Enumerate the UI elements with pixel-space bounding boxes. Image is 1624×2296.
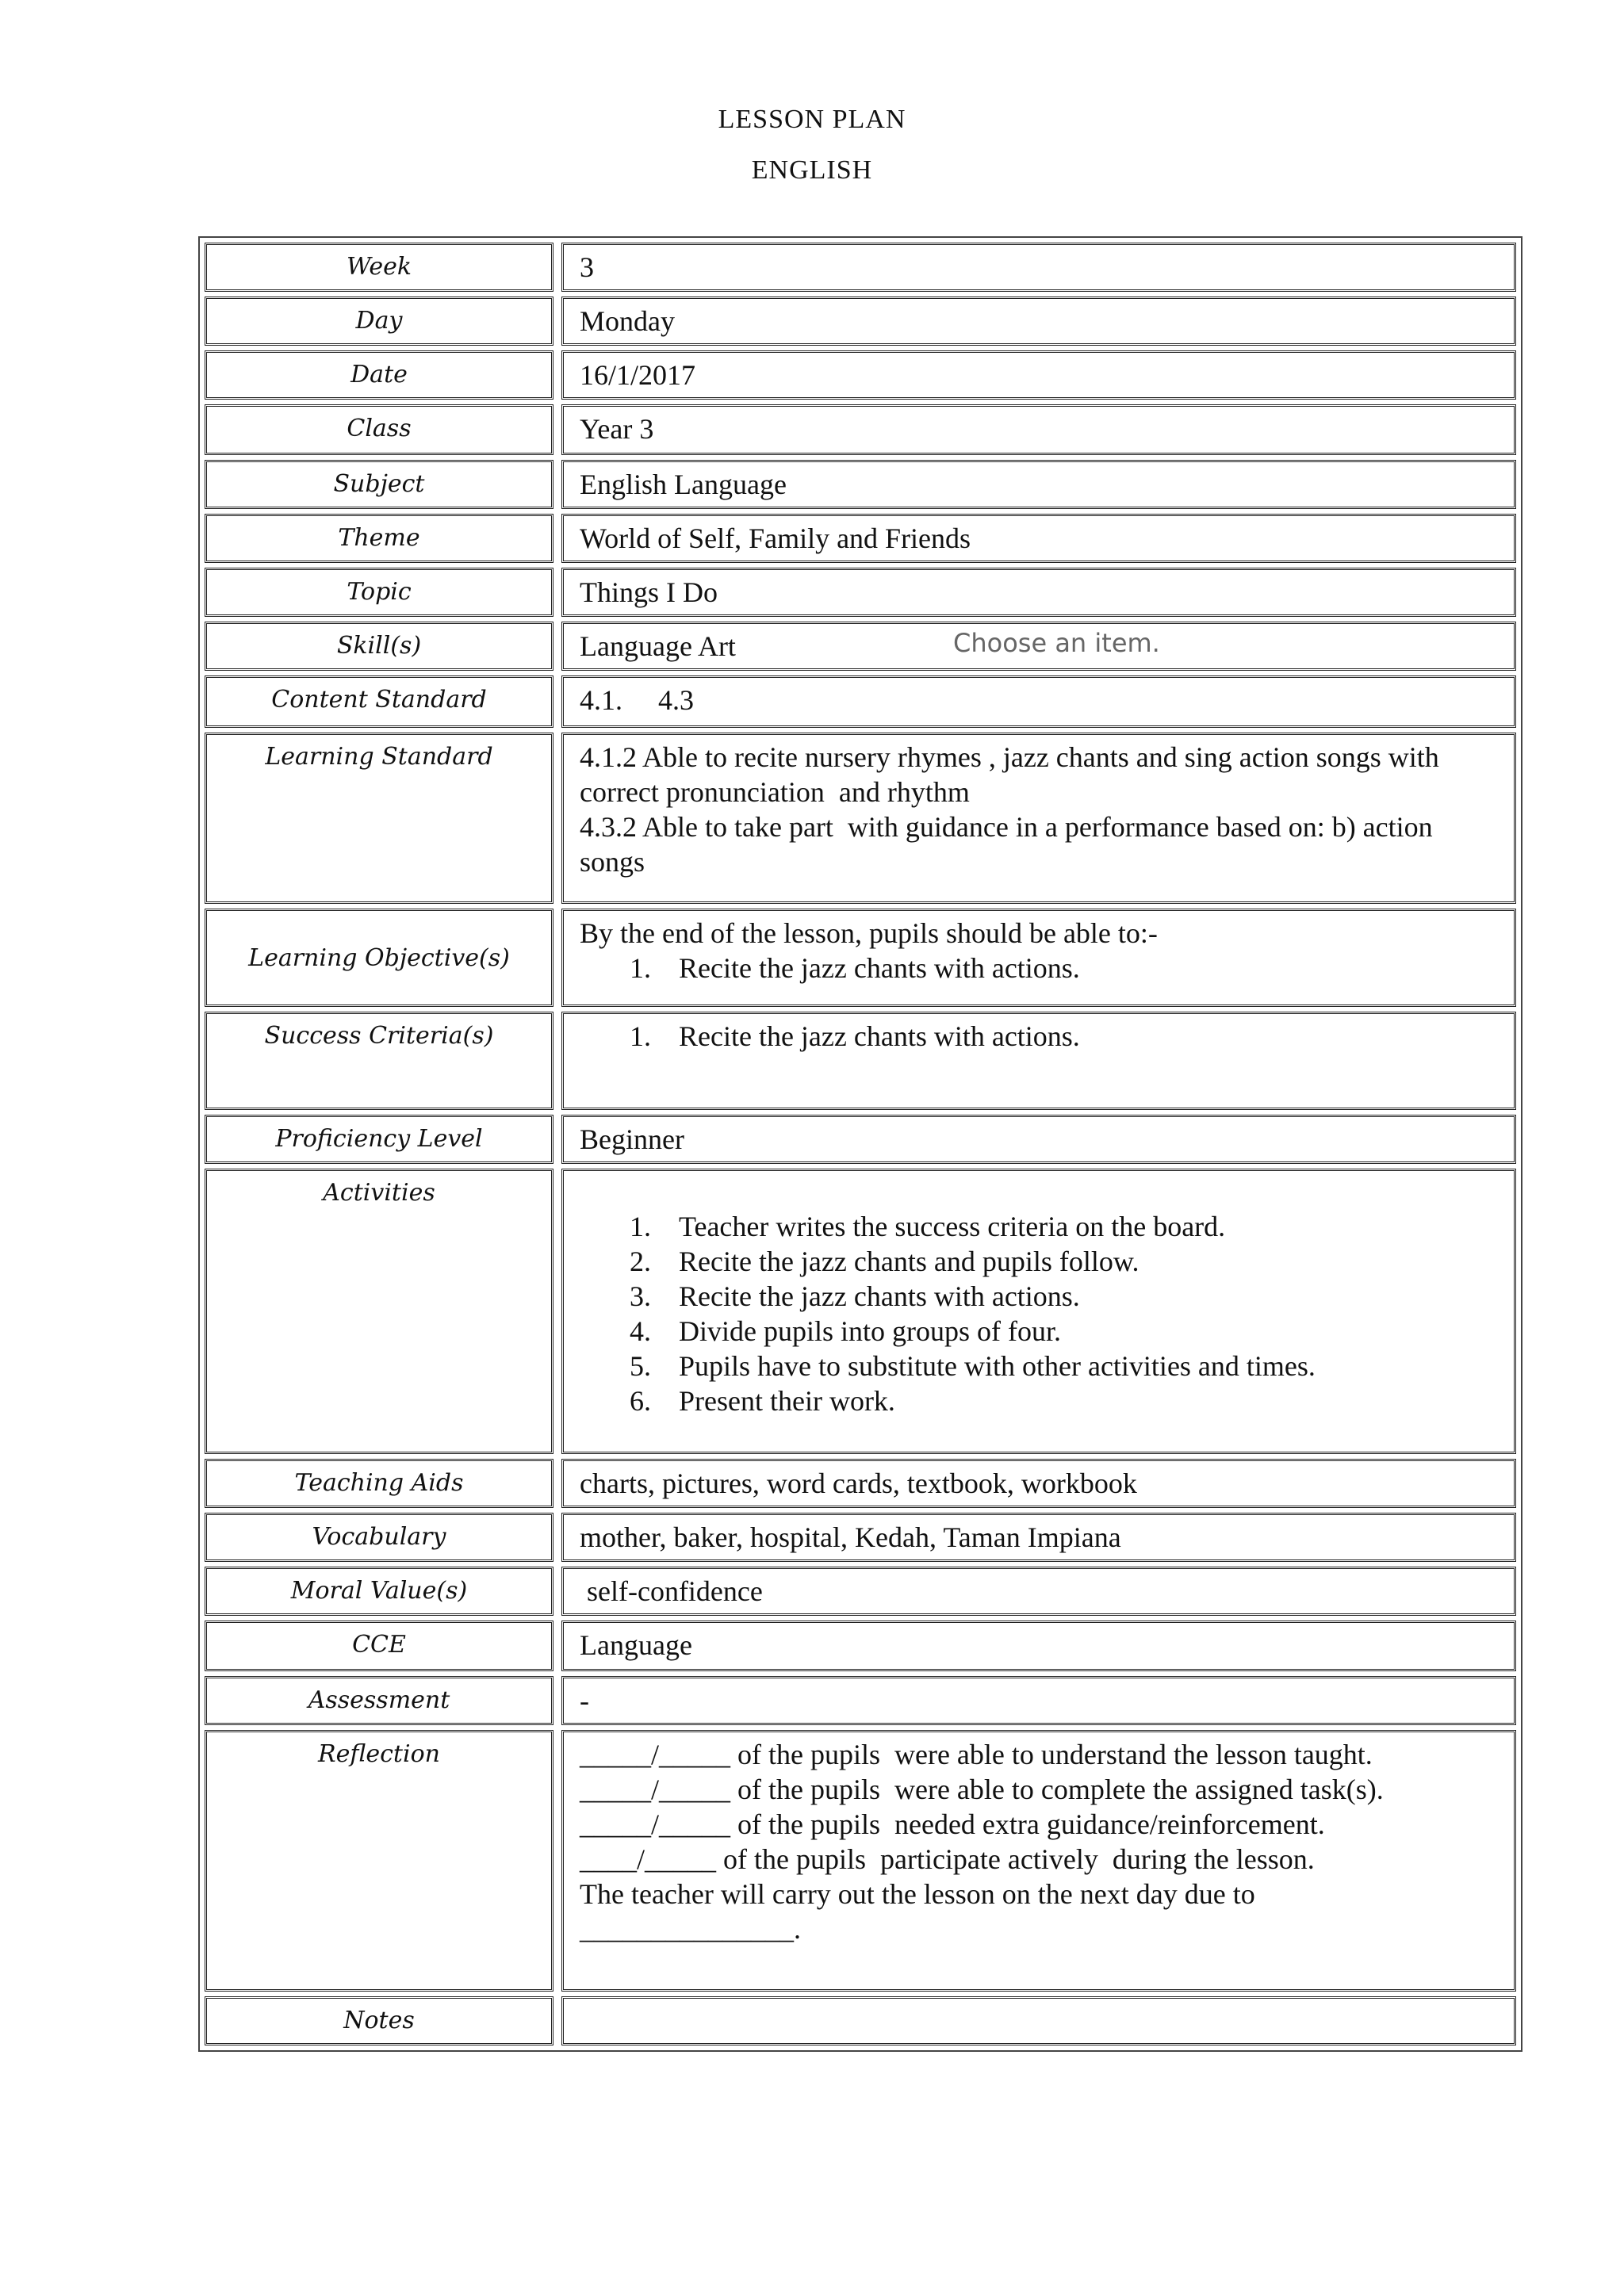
success-criteria-value bbox=[561, 1012, 1516, 1110]
reflection-line: _____/_____ of the pupils were able to complete the assigned task(s). bbox=[580, 1774, 1384, 1805]
list-item bbox=[580, 1244, 1500, 1279]
list-item bbox=[580, 1314, 1500, 1349]
list-text: Pupils have to substitute with other activities and times. bbox=[679, 1350, 1316, 1382]
list-item bbox=[580, 1019, 1500, 1054]
learning-standard-line: 4.3.2 Able to take part with guidance in a performance based on: b) action bbox=[580, 811, 1433, 843]
topic-label: Topic bbox=[205, 568, 553, 617]
class-value: Year 3 bbox=[561, 404, 1516, 455]
list-number: 6. bbox=[630, 1385, 651, 1417]
day-label: Day bbox=[205, 297, 553, 346]
proficiency-value: Beginner bbox=[561, 1115, 1516, 1164]
learning-objectives-label: Learning Objective(s) bbox=[205, 909, 553, 1007]
week-label: Week bbox=[205, 243, 553, 292]
skills-label: Skill(s) bbox=[205, 622, 553, 671]
reflection-value bbox=[561, 1730, 1516, 1992]
moral-values-text: self-confidence bbox=[580, 1575, 763, 1607]
reflection-line: _____/_____ of the pupils needed extra guidance/reinforcement. bbox=[580, 1808, 1325, 1840]
list-text: Recite the jazz chants and pupils follow. bbox=[679, 1246, 1139, 1277]
assessment-label: Assessment bbox=[205, 1676, 553, 1725]
list-item bbox=[580, 1279, 1500, 1314]
theme-label: Theme bbox=[205, 514, 553, 563]
content-standard-label: Content Standard bbox=[205, 675, 553, 728]
date-value: 16/1/2017 bbox=[561, 350, 1516, 400]
list-number: 1. bbox=[630, 952, 651, 984]
list-item bbox=[580, 1209, 1500, 1244]
week-value: 3 bbox=[561, 243, 1516, 292]
activities-label: Activities bbox=[205, 1169, 553, 1454]
skills-dropdown-placeholder[interactable]: Choose an item. bbox=[953, 628, 1160, 658]
list-item bbox=[580, 1349, 1500, 1383]
activities-value bbox=[561, 1169, 1516, 1454]
learning-standard-line: songs bbox=[580, 846, 645, 878]
reflection-line: _____/_____ of the pupils were able to understand the lesson taught. bbox=[580, 1739, 1373, 1770]
subject-label: Subject bbox=[205, 460, 553, 509]
list-text: Divide pupils into groups of four. bbox=[679, 1315, 1061, 1347]
reflection-label: Reflection bbox=[205, 1730, 553, 1992]
teaching-aids-label: Teaching Aids bbox=[205, 1459, 553, 1508]
learning-standard-value bbox=[561, 733, 1516, 904]
class-label: Class bbox=[205, 404, 553, 455]
reflection-line: The teacher will carry out the lesson on the next day due to bbox=[580, 1878, 1255, 1910]
reflection-line: ____/_____ of the pupils participate actively during the lesson. bbox=[580, 1843, 1315, 1875]
list-item bbox=[580, 1383, 1500, 1418]
learning-objectives-value bbox=[561, 909, 1516, 1007]
date-label: Date bbox=[205, 350, 553, 400]
document-subtitle: ENGLISH bbox=[751, 155, 873, 185]
list-number: 3. bbox=[630, 1280, 651, 1312]
moral-values-value bbox=[561, 1567, 1516, 1616]
moral-values-label: Moral Value(s) bbox=[205, 1567, 553, 1616]
list-number: 2. bbox=[630, 1246, 651, 1277]
notes-value[interactable] bbox=[561, 1996, 1516, 2045]
notes-label: Notes bbox=[205, 1996, 553, 2045]
learning-objectives-list bbox=[580, 951, 1500, 985]
subject-value: English Language bbox=[561, 460, 1516, 509]
reflection-line: _______________. bbox=[580, 1913, 801, 1945]
vocabulary-label: Vocabulary bbox=[205, 1513, 553, 1562]
list-item bbox=[580, 951, 1500, 985]
success-criteria-list bbox=[580, 1019, 1500, 1054]
list-text: Recite the jazz chants with actions. bbox=[679, 1020, 1080, 1052]
skills-text: Language Art bbox=[580, 630, 736, 662]
content-standard-value bbox=[561, 675, 1516, 728]
list-text: Recite the jazz chants with actions. bbox=[679, 952, 1080, 984]
list-number: 4. bbox=[630, 1315, 651, 1347]
teaching-aids-value: charts, pictures, word cards, textbook, workbook bbox=[561, 1459, 1516, 1508]
list-number: 1. bbox=[630, 1020, 651, 1052]
list-number: 1. bbox=[630, 1211, 651, 1242]
theme-value: World of Self, Family and Friends bbox=[561, 514, 1516, 563]
cce-value: Language bbox=[561, 1621, 1516, 1671]
learning-objectives-intro: By the end of the lesson, pupils should be able to:- bbox=[580, 917, 1158, 949]
assessment-value: - bbox=[561, 1676, 1516, 1725]
content-standard-text: 4.1. 4.3 bbox=[580, 684, 694, 716]
day-value: Monday bbox=[561, 297, 1516, 346]
proficiency-label: Proficiency Level bbox=[205, 1115, 553, 1164]
activities-list bbox=[580, 1209, 1500, 1418]
cce-label: CCE bbox=[205, 1621, 553, 1671]
learning-standard-line: correct pronunciation and rhythm bbox=[580, 776, 970, 808]
list-number: 5. bbox=[630, 1350, 651, 1382]
vocabulary-value: mother, baker, hospital, Kedah, Taman Impiana bbox=[561, 1513, 1516, 1562]
success-criteria-label: Success Criteria(s) bbox=[205, 1012, 553, 1110]
list-text: Teacher writes the success criteria on the board. bbox=[679, 1211, 1226, 1242]
list-text: Recite the jazz chants with actions. bbox=[679, 1280, 1080, 1312]
list-text: Present their work. bbox=[679, 1385, 895, 1417]
topic-value: Things I Do bbox=[561, 568, 1516, 617]
document-title: LESSON PLAN bbox=[718, 105, 906, 134]
learning-standard-line: 4.1.2 Able to recite nursery rhymes , jazz chants and sing action songs with bbox=[580, 741, 1439, 773]
learning-standard-label: Learning Standard bbox=[205, 733, 553, 904]
